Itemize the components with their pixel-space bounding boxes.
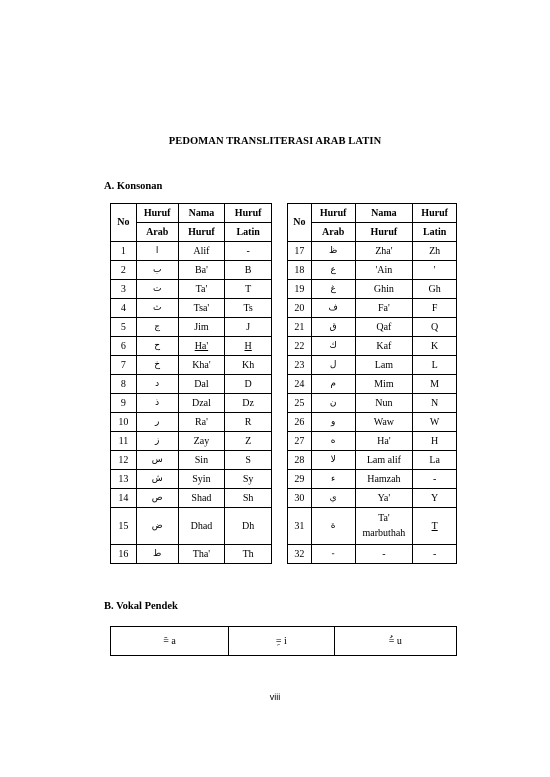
header-latin-2: Latin	[225, 223, 272, 242]
arabic-letter: ر	[136, 413, 178, 432]
latin-letter: Kh	[225, 356, 272, 375]
header-nama-1: Nama	[178, 204, 225, 223]
row-number: 21	[288, 318, 312, 337]
arabic-letter: ه	[311, 432, 355, 451]
table-row	[288, 394, 457, 413]
latin-letter: Q	[413, 318, 457, 337]
letter-name: Tsa'	[178, 299, 225, 318]
table-row	[288, 356, 457, 375]
row-number: 1	[111, 242, 137, 261]
row-number: 10	[111, 413, 137, 432]
letter-name: Kaf	[355, 337, 413, 356]
letter-name: Qaf	[355, 318, 413, 337]
latin-letter: T	[225, 280, 272, 299]
arabic-letter: لا	[311, 451, 355, 470]
latin-letter: Dz	[225, 394, 272, 413]
letter-name: Dal	[178, 375, 225, 394]
header-no: No	[288, 204, 312, 242]
table-row	[288, 242, 457, 261]
letter-name: Dzal	[178, 394, 225, 413]
row-number: 4	[111, 299, 137, 318]
header-huruf-arab-1: Huruf	[311, 204, 355, 223]
latin-letter: Gh	[413, 280, 457, 299]
latin-letter: H	[413, 432, 457, 451]
letter-name: Ya'	[355, 489, 413, 508]
row-number: 16	[111, 545, 137, 564]
table-row	[111, 451, 272, 470]
table-row	[111, 508, 272, 545]
latin-letter: J	[225, 318, 272, 337]
arabic-letter: ة	[311, 508, 355, 545]
latin-letter: -	[413, 545, 457, 564]
letter-name: Nun	[355, 394, 413, 413]
letter-name: Zay	[178, 432, 225, 451]
arabic-letter: ف	[311, 299, 355, 318]
arabic-letter: ث	[136, 299, 178, 318]
latin-letter: Th	[225, 545, 272, 564]
row-number: 17	[288, 242, 312, 261]
row-number: 27	[288, 432, 312, 451]
arabic-letter: و	[311, 413, 355, 432]
arabic-letter: ت	[136, 280, 178, 299]
row-number: 24	[288, 375, 312, 394]
arabic-letter: ص	[136, 489, 178, 508]
table-row	[111, 394, 272, 413]
letter-name: Ha'	[178, 337, 225, 356]
row-number: 15	[111, 508, 137, 545]
letter-name: Jim	[178, 318, 225, 337]
latin-letter: -	[225, 242, 272, 261]
vowel-fathah: َ= a	[111, 627, 229, 656]
arabic-letter: ظ	[311, 242, 355, 261]
table-row	[111, 470, 272, 489]
table-row	[111, 375, 272, 394]
table-row	[288, 489, 457, 508]
letter-name: Fa'	[355, 299, 413, 318]
header-huruf-arab-1: Huruf	[136, 204, 178, 223]
arabic-letter: ب	[136, 261, 178, 280]
letter-name: -	[355, 545, 413, 564]
table-row	[288, 508, 457, 545]
letter-name: Syin	[178, 470, 225, 489]
row-number: 31	[288, 508, 312, 545]
latin-letter: Sh	[225, 489, 272, 508]
table-row	[288, 451, 457, 470]
letter-name: Sin	[178, 451, 225, 470]
letter-name: Ra'	[178, 413, 225, 432]
arabic-letter: ح	[136, 337, 178, 356]
arabic-letter: ج	[136, 318, 178, 337]
latin-letter: Zh	[413, 242, 457, 261]
row-number: 9	[111, 394, 137, 413]
letter-name: Hamzah	[355, 470, 413, 489]
header-huruf-arab-2: Arab	[311, 223, 355, 242]
latin-letter: Y	[413, 489, 457, 508]
header-latin-1: Huruf	[413, 204, 457, 223]
arabic-letter: -	[311, 545, 355, 564]
letter-name: Dhad	[178, 508, 225, 545]
section-vokal-pendek-heading: B. Vokal Pendek	[104, 601, 178, 612]
latin-letter: T	[413, 508, 457, 545]
arabic-letter: ع	[311, 261, 355, 280]
latin-letter: W	[413, 413, 457, 432]
latin-letter: Z	[225, 432, 272, 451]
letter-name: Waw	[355, 413, 413, 432]
table-row	[288, 432, 457, 451]
arabic-letter: غ	[311, 280, 355, 299]
arabic-letter: ذ	[136, 394, 178, 413]
row-number: 18	[288, 261, 312, 280]
vowel-kasrah: ِ= i	[229, 627, 335, 656]
table-row	[111, 299, 272, 318]
row-number: 8	[111, 375, 137, 394]
latin-letter: B	[225, 261, 272, 280]
table-row	[111, 242, 272, 261]
row-number: 23	[288, 356, 312, 375]
header-nama-2: Huruf	[178, 223, 225, 242]
header-huruf-arab-2: Arab	[136, 223, 178, 242]
header-latin-2: Latin	[413, 223, 457, 242]
table-row	[111, 280, 272, 299]
row-number: 14	[111, 489, 137, 508]
consonant-table-right	[287, 203, 457, 564]
table-row	[111, 489, 272, 508]
table-row	[288, 318, 457, 337]
table-row	[288, 413, 457, 432]
letter-name: Ta' marbuthah	[355, 508, 413, 545]
row-number: 19	[288, 280, 312, 299]
latin-letter: M	[413, 375, 457, 394]
latin-letter: N	[413, 394, 457, 413]
table-row	[111, 261, 272, 280]
arabic-letter: م	[311, 375, 355, 394]
table-row	[288, 545, 457, 564]
letter-name: Ha'	[355, 432, 413, 451]
row-number: 22	[288, 337, 312, 356]
table-row	[111, 545, 272, 564]
row-number: 5	[111, 318, 137, 337]
arabic-letter: ض	[136, 508, 178, 545]
row-number: 26	[288, 413, 312, 432]
table-row	[111, 432, 272, 451]
table-row	[111, 318, 272, 337]
arabic-letter: س	[136, 451, 178, 470]
letter-name: Ghin	[355, 280, 413, 299]
header-latin-1: Huruf	[225, 204, 272, 223]
letter-name: Ba'	[178, 261, 225, 280]
row-number: 11	[111, 432, 137, 451]
arabic-letter: ش	[136, 470, 178, 489]
letter-name: Kha'	[178, 356, 225, 375]
latin-letter: S	[225, 451, 272, 470]
table-row	[288, 299, 457, 318]
vowel-dhammah: ُ= u	[334, 627, 456, 656]
arabic-letter: د	[136, 375, 178, 394]
consonant-table-left	[110, 203, 272, 564]
arabic-letter: ن	[311, 394, 355, 413]
latin-letter: -	[413, 470, 457, 489]
table-row	[288, 337, 457, 356]
table-row	[288, 375, 457, 394]
header-no: No	[111, 204, 137, 242]
arabic-letter: خ	[136, 356, 178, 375]
section-konsonan-heading: A. Konsonan	[104, 181, 163, 192]
vowel-table	[110, 626, 457, 656]
latin-letter: R	[225, 413, 272, 432]
latin-letter: F	[413, 299, 457, 318]
latin-letter: K	[413, 337, 457, 356]
row-number: 30	[288, 489, 312, 508]
row-number: 25	[288, 394, 312, 413]
table-row	[111, 356, 272, 375]
table-row	[111, 413, 272, 432]
arabic-letter: ا	[136, 242, 178, 261]
page-title: PEDOMAN TRANSLITERASI ARAB LATIN	[168, 136, 382, 147]
arabic-letter: ط	[136, 545, 178, 564]
letter-name: Lam	[355, 356, 413, 375]
table-row	[288, 470, 457, 489]
row-number: 32	[288, 545, 312, 564]
letter-name: Tha'	[178, 545, 225, 564]
page-number: viii	[269, 692, 281, 702]
row-number: 6	[111, 337, 137, 356]
letter-name: Zha'	[355, 242, 413, 261]
row-number: 20	[288, 299, 312, 318]
arabic-letter: ء	[311, 470, 355, 489]
table-row	[288, 280, 457, 299]
row-number: 7	[111, 356, 137, 375]
letter-name: Ta'	[178, 280, 225, 299]
row-number: 28	[288, 451, 312, 470]
latin-letter: Dh	[225, 508, 272, 545]
table-row	[288, 261, 457, 280]
row-number: 13	[111, 470, 137, 489]
latin-letter: La	[413, 451, 457, 470]
arabic-letter: ي	[311, 489, 355, 508]
header-nama-2: Huruf	[355, 223, 413, 242]
letter-name: 'Ain	[355, 261, 413, 280]
row-number: 3	[111, 280, 137, 299]
arabic-letter: ز	[136, 432, 178, 451]
row-number: 12	[111, 451, 137, 470]
table-row	[111, 337, 272, 356]
latin-letter: Sy	[225, 470, 272, 489]
latin-letter: H	[225, 337, 272, 356]
arabic-letter: ك	[311, 337, 355, 356]
arabic-letter: ق	[311, 318, 355, 337]
letter-name: Alif	[178, 242, 225, 261]
latin-letter: D	[225, 375, 272, 394]
letter-name: Mim	[355, 375, 413, 394]
row-number: 2	[111, 261, 137, 280]
row-number: 29	[288, 470, 312, 489]
letter-name: Shad	[178, 489, 225, 508]
latin-letter: L	[413, 356, 457, 375]
letter-name: Lam alif	[355, 451, 413, 470]
latin-letter: Ts	[225, 299, 272, 318]
header-nama-1: Nama	[355, 204, 413, 223]
latin-letter: '	[413, 261, 457, 280]
arabic-letter: ل	[311, 356, 355, 375]
